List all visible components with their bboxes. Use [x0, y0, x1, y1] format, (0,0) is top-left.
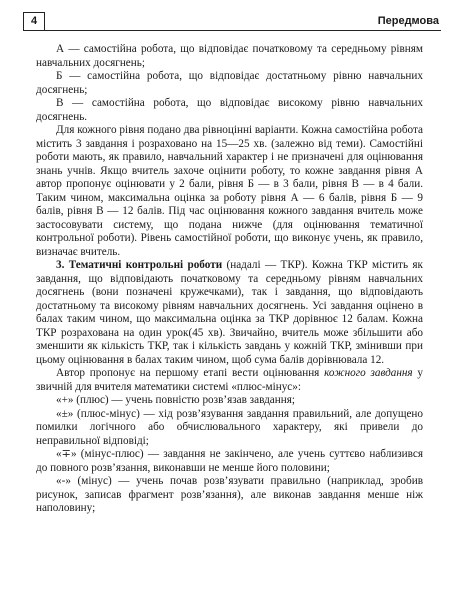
intro-text-b: у звичній для вчителя математики системі «плюс-мінус»:	[36, 367, 423, 393]
paragraph-level-b: Б — самостійна робота, що відповідає достатньому рівню навчальних досягнень;	[36, 70, 423, 96]
paragraph-minus-plus: «∓» (мінус-плюс) — завдання не закінчено, але учень суттєво наблизився до повного розв’язання, виконавши не менше його половини;	[36, 448, 423, 474]
header-rule	[45, 30, 441, 31]
section-title: Передмова	[377, 15, 439, 27]
paragraph-thematic-tests	[36, 259, 423, 367]
paragraph-minus: «-» (мінус) — учень почав розв’язувати правильно (наприклад, зробив рисунок, записав фрагмент розв’язання), але виконав завдання менше ніж наполовину;	[36, 475, 423, 514]
page-header	[23, 12, 441, 32]
paragraph-plus-minus: «±» (плюс-мінус) — хід розв’язування завдання правильний, але допущено помилки логічного або обчислювального характеру, які привели до неправильної відповіді;	[36, 407, 423, 447]
paragraph-plus: «+» (плюс) — учень повністю розв’язав завдання;	[56, 394, 295, 406]
paragraph-variants: Для кожного рівня подано два рівноцінні варіанти. Кожна самостійна робота містить 3 завдання і розраховано на 15—25 хв. (залежно від теми). Самостійні роботи мають, як правило, навчальний характер і не призначені для оцінювання знань учнів. Якщо вчитель захоче оцінити роботу, то кожне завдання рівня А автор пропонує оцінювати у 2 бали, рівня Б — в 3 бали, рівня В — в 4 бали. Таким чином, максимальна оцінка за роботу рівня А — 6 балів, рівня Б — 9 балів, рівня В — 12 балів. Під час оцінювання кожного завдання вчитель може застосовувати систему, що подана нижче (для оцінювання тематичної контрольної роботи). Рівень самостійної роботи, що виконує учень, як правило, визначає вчитель.	[36, 124, 423, 258]
paragraph-level-a: А — самостійна робота, що відповідає початковому та середньому рівням навчальних досягнень;	[36, 43, 423, 69]
page-body	[36, 43, 423, 516]
paragraph-level-c: В — самостійна робота, що відповідає високому рівню навчальних досягнень.	[36, 97, 423, 123]
intro-text-a: Автор пропонує на першому етапі вести оцінювання	[56, 367, 325, 379]
intro-italic: кожного завдання	[324, 367, 413, 379]
paragraph-plus-minus-intro	[36, 367, 423, 394]
thematic-tests-heading: 3. Тематичні контрольні роботи	[56, 259, 223, 271]
thematic-tests-text: (надалі — ТКР). Кожна ТКР містить як завдання, що відповідають початковому та середньому рівням навчальних досягнень (вони позначені кружечками), так і завдання, що відповідають достатньому та високому рівням навчальних досягнень. Усі завдання оцінено в балах таким чином, що максимальна оцінка за ТКР дорівнює 12 балам. Кожна ТКР розрахована на один урок(45 хв). Звичайно, вчитель може збільшити або зменшити як кількість ТКР, так і кількість завдань у кожній ТКР, змінивши при цьому оцінювання в балах таким чином, щоб сума балів дорівнювала 12.	[36, 259, 423, 366]
page-number: 4	[30, 15, 38, 27]
